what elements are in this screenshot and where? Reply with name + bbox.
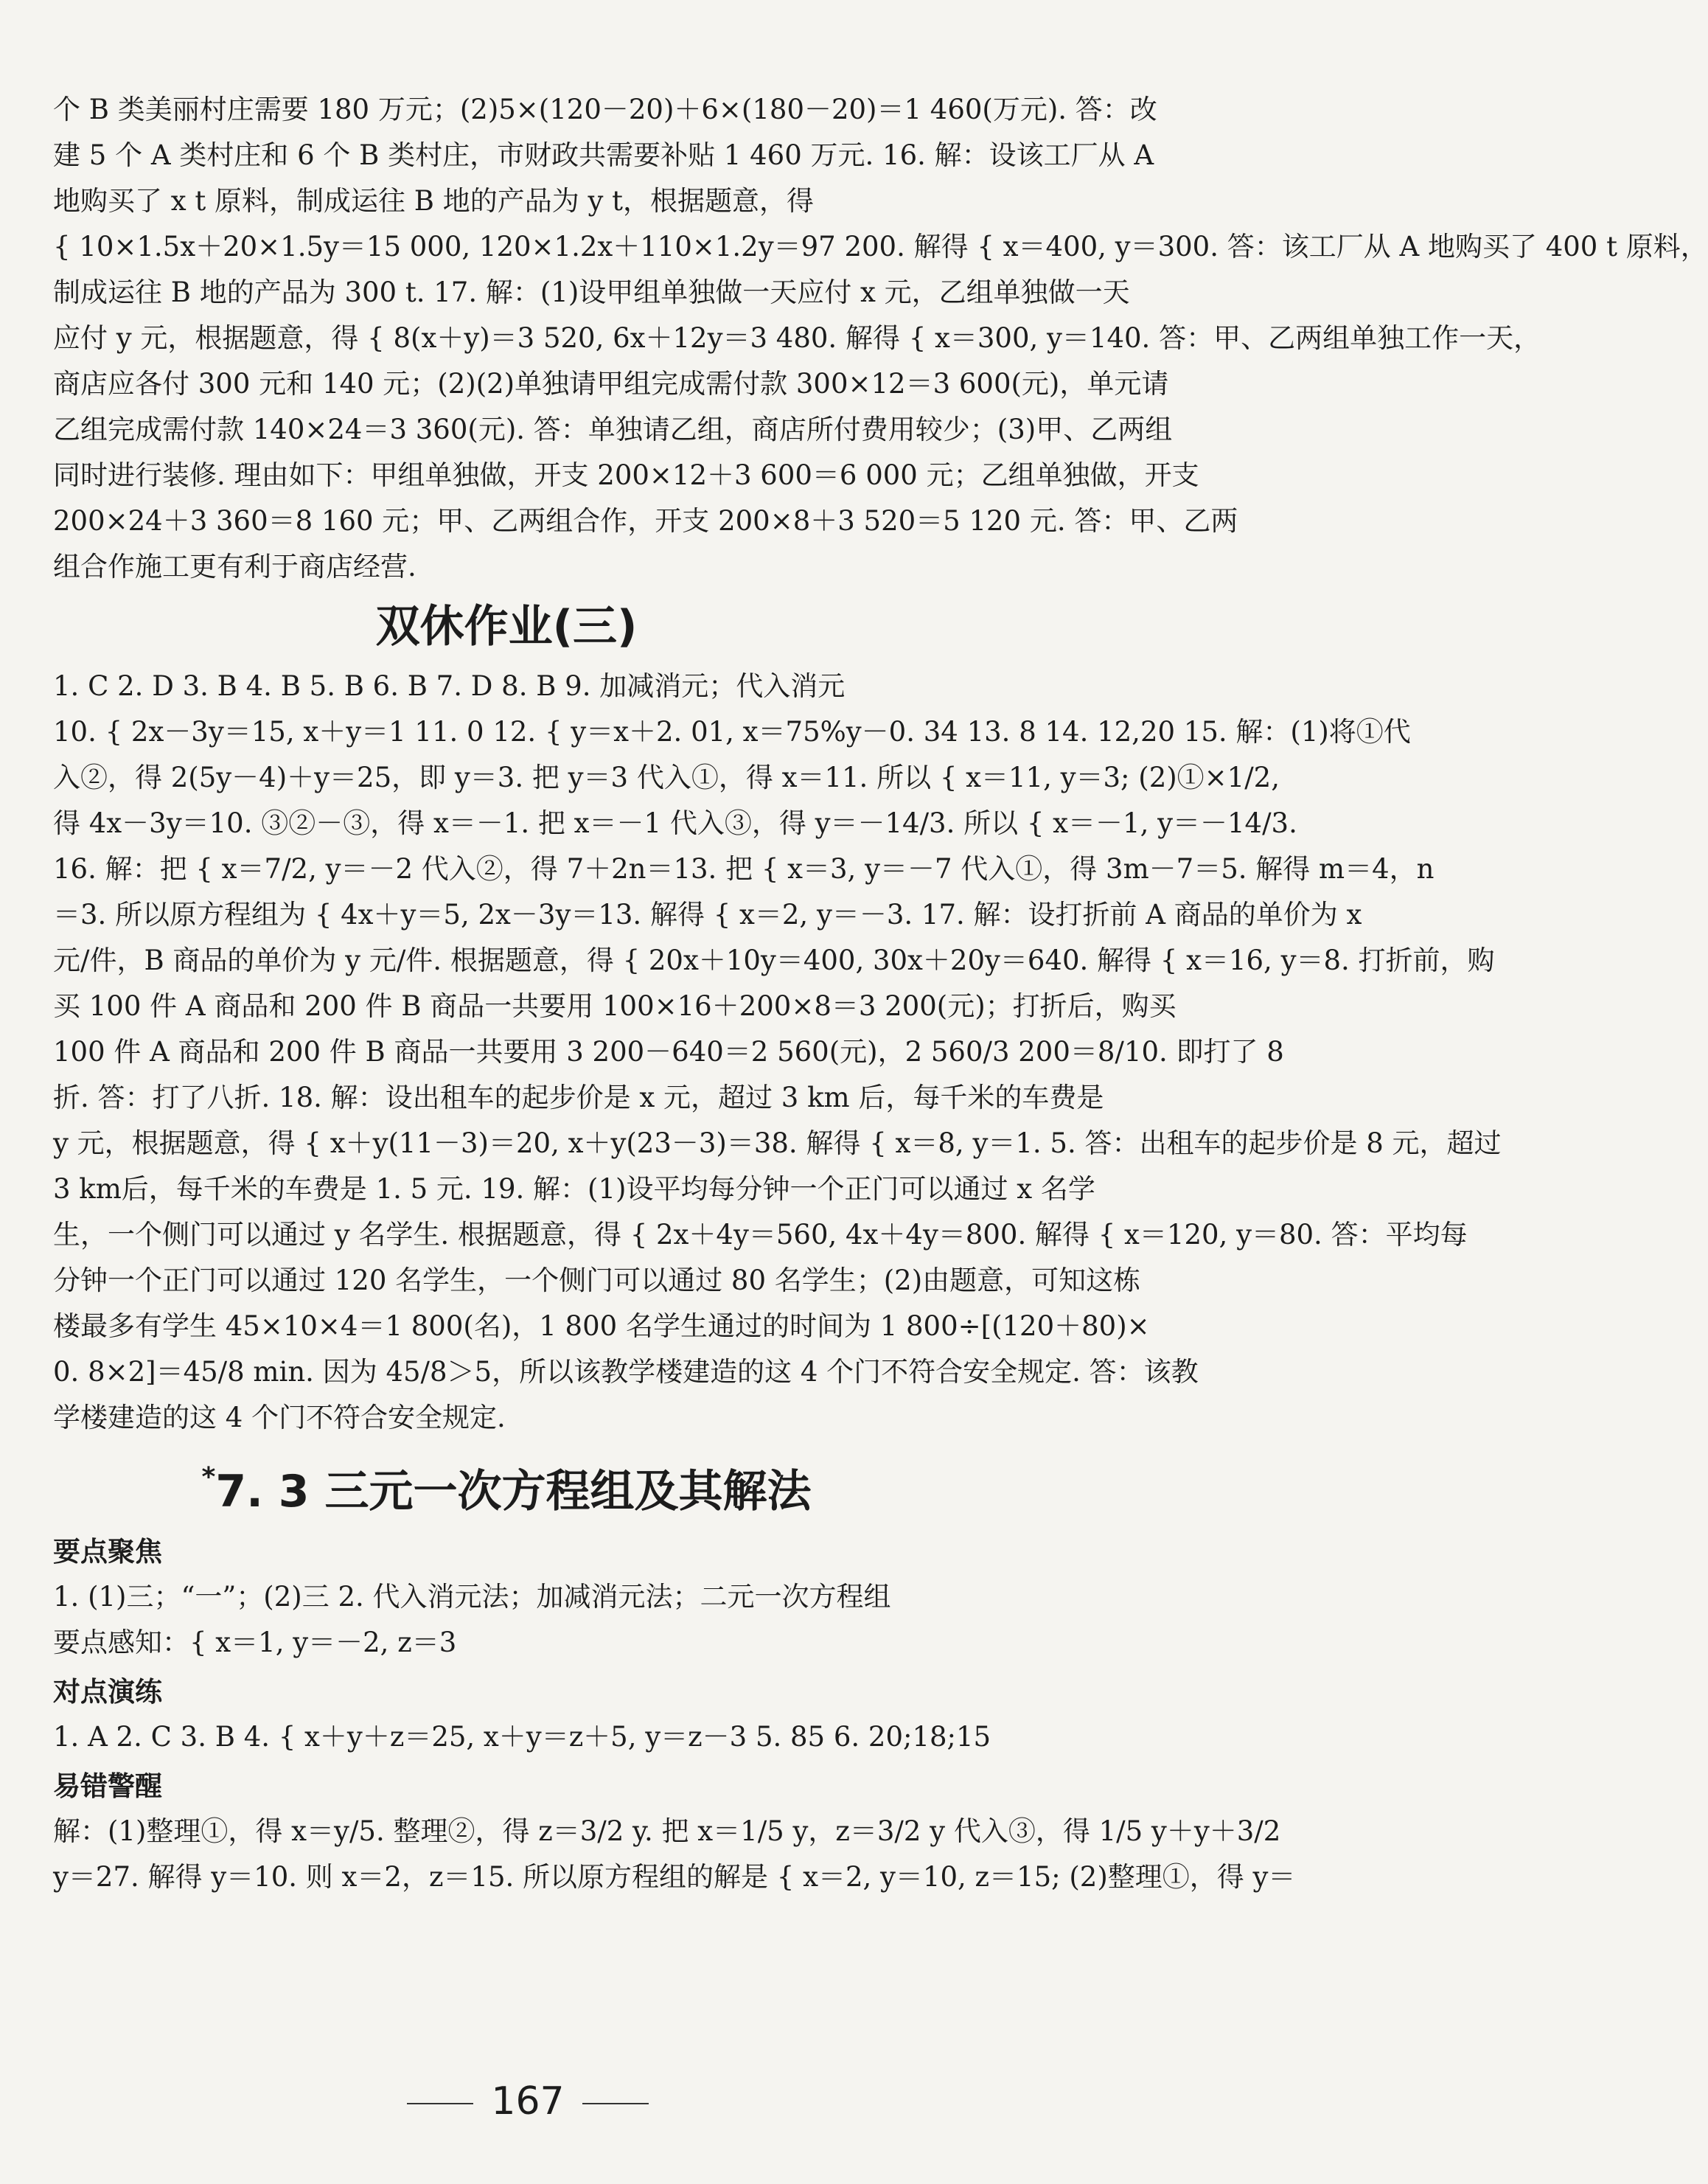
answer-line: 得 4x－3y＝10. ③②－③，得 x＝－1. 把 x＝－1 代入③，得 y＝－14/3. 所以 { x＝－1, y＝－14/3.: [53, 807, 1297, 839]
answer-line: 入②，得 2(5y－4)＋y＝25，即 y＝3. 把 y＝3 代入①，得 x＝11. 所以 { x＝11, y＝3; (2)①×1/2,: [53, 762, 1280, 793]
answer-line: y 元，根据题意，得 { x＋y(11－3)＝20, x＋y(23－3)＝38. 解得 { x＝8, y＝1. 5. 答：出租车的起步价是 8 元，超过: [53, 1127, 1502, 1159]
answer-line: 个 B 类美丽村庄需要 180 万元；(2)5×(120－20)＋6×(180－20)＝1 460(万元). 答：改: [53, 94, 1157, 125]
answer-line: 3 km后，每千米的车费是 1. 5 元. 19. 解：(1)设平均每分钟一个正门可以通过 x 名学: [53, 1173, 1095, 1205]
answer-line: 应付 y 元，根据题意，得 { 8(x＋y)＝3 520, 6x＋12y＝3 480. 解得 { x＝300, y＝140. 答：甲、乙两组单独工作一天，: [53, 322, 1541, 354]
section1-answer-block: [53, 664, 1502, 1441]
answer-line: 地购买了 x t 原料，制成运往 B 地的产品为 y t，根据题意，得: [53, 185, 815, 217]
answer-line: 折. 答：打了八折. 18. 解：设出租车的起步价是 x 元，超过 3 km 后，每千米的车费是: [53, 1082, 1104, 1113]
top-answer-block: [53, 87, 1708, 590]
section-title-weekend-homework: 双休作业(三): [375, 601, 638, 653]
answer-line: 10. { 2x－3y＝15, x＋y＝1 11. 0 12. { y＝x＋2. 01, x＝75%y－0. 34 13. 8 14. 12,20 15. 解：(1)将①代: [53, 716, 1411, 748]
practice-line: 1. A 2. C 3. B 4. { x＋y＋z＝25, x＋y＝z＋5, y＝z－3 5. 85 6. 20;18;15: [53, 1721, 991, 1753]
answer-line: 元/件，B 商品的单价为 y 元/件. 根据题意，得 { 20x＋10y＝400, 30x＋20y＝640. 解得 { x＝16, y＝8. 打折前，购: [53, 945, 1495, 976]
answer-line: 200×24＋3 360＝8 160 元；甲、乙两组合作，开支 200×8＋3 520＝5 120 元. 答：甲、乙两: [53, 505, 1238, 537]
page-number-text: 167: [491, 2079, 565, 2124]
optional-star-mark: *: [201, 1462, 216, 1492]
answer-line: 买 100 件 A 商品和 200 件 B 商品一共要用 100×16＋200×8＝3 200(元)；打折后，购买: [53, 990, 1177, 1022]
answer-line: 0. 8×2]＝45/8 min. 因为 45/8＞5，所以该教学楼建造的这 4 个门不符合安全规定. 答：该教: [53, 1356, 1199, 1388]
subhead-common-mistakes: 易错警醒: [53, 1770, 162, 1802]
answer-line: 楼最多有学生 45×10×4＝1 800(名)，1 800 名学生通过的时间为 1 800÷[(120＋80)×: [53, 1310, 1150, 1342]
answer-line: ＝3. 所以原方程组为 { 4x＋y＝5, 2x－3y＝13. 解得 { x＝2, y＝－3. 17. 解：设打折前 A 商品的单价为 x: [53, 899, 1362, 931]
page-number-dash-left: [407, 2103, 473, 2104]
subhead-key-points: 要点聚焦: [53, 1536, 162, 1568]
key-points-perception-line: 要点感知：{ x＝1, y＝－2, z＝3: [53, 1627, 457, 1658]
answer-line: 商店应各付 300 元和 140 元；(2)(2)单独请甲组完成需付款 300×12＝3 600(元)，单元请: [53, 368, 1169, 400]
answer-line: { 10×1.5x＋20×1.5y＝15 000, 120×1.2x＋110×1.2y＝97 200. 解得 { x＝400, y＝300. 答：该工厂从 A 地购买了 400 t 原料，: [53, 231, 1708, 262]
answer-line: 100 件 A 商品和 200 件 B 商品一共要用 3 200－640＝2 560(元)，2 560/3 200＝8/10. 即打了 8: [53, 1036, 1284, 1068]
answer-line: 制成运往 B 地的产品为 300 t. 17. 解：(1)设甲组单独做一天应付 x 元，乙组单独做一天: [53, 277, 1130, 308]
answer-line: 学楼建造的这 4 个门不符合安全规定.: [53, 1402, 506, 1433]
section-title-text: 7. 3 三元一次方程组及其解法: [215, 1466, 812, 1517]
answer-line: 解：(1)整理①，得 x＝y/5. 整理②，得 z＝3/2 y. 把 x＝1/5 y，z＝3/2 y 代入③，得 1/5 y＋y＋3/2: [53, 1815, 1281, 1847]
key-points-line: 1. (1)三；“一”；(2)三 2. 代入消元法；加减消元法；二元一次方程组: [53, 1581, 891, 1613]
page-number: [0, 2079, 1056, 2124]
answer-line: 16. 解：把 { x＝7/2, y＝－2 代入②，得 7＋2n＝13. 把 { x＝3, y＝－7 代入①，得 3m－7＝5. 解得 m＝4，n: [53, 853, 1435, 885]
answer-line: 生，一个侧门可以通过 y 名学生. 根据题意，得 { 2x＋4y＝560, 4x＋4y＝800. 解得 { x＝120, y＝80. 答：平均每: [53, 1219, 1468, 1251]
answer-line: y＝27. 解得 y＝10. 则 x＝2，z＝15. 所以原方程组的解是 { x＝2, y＝10, z＝15; (2)整理①，得 y＝: [53, 1861, 1296, 1893]
section-title-7-3: [53, 1444, 960, 1526]
answer-line: 乙组完成需付款 140×24＝3 360(元). 答：单独请乙组，商店所付费用较少；(3)甲、乙两组: [53, 414, 1173, 445]
answer-line: 1. C 2. D 3. B 4. B 5. B 6. B 7. D 8. B 9. 加减消元；代入消元: [53, 670, 846, 702]
answer-line: 组合作施工更有利于商店经营.: [53, 551, 416, 582]
page-number-dash-right: [582, 2103, 649, 2104]
common-mistakes-block: [53, 1809, 1296, 1900]
answer-line: 分钟一个正门可以通过 120 名学生，一个侧门可以通过 80 名学生；(2)由题意，可知这栋: [53, 1265, 1141, 1296]
answer-line: 同时进行装修. 理由如下：甲组单独做，开支 200×12＋3 600＝6 000 元；乙组单独做，开支: [53, 459, 1199, 491]
subhead-practice: 对点演练: [53, 1676, 162, 1708]
answer-line: 建 5 个 A 类村庄和 6 个 B 类村庄，市财政共需要补贴 1 460 万元. 16. 解：设该工厂从 A: [53, 139, 1154, 171]
